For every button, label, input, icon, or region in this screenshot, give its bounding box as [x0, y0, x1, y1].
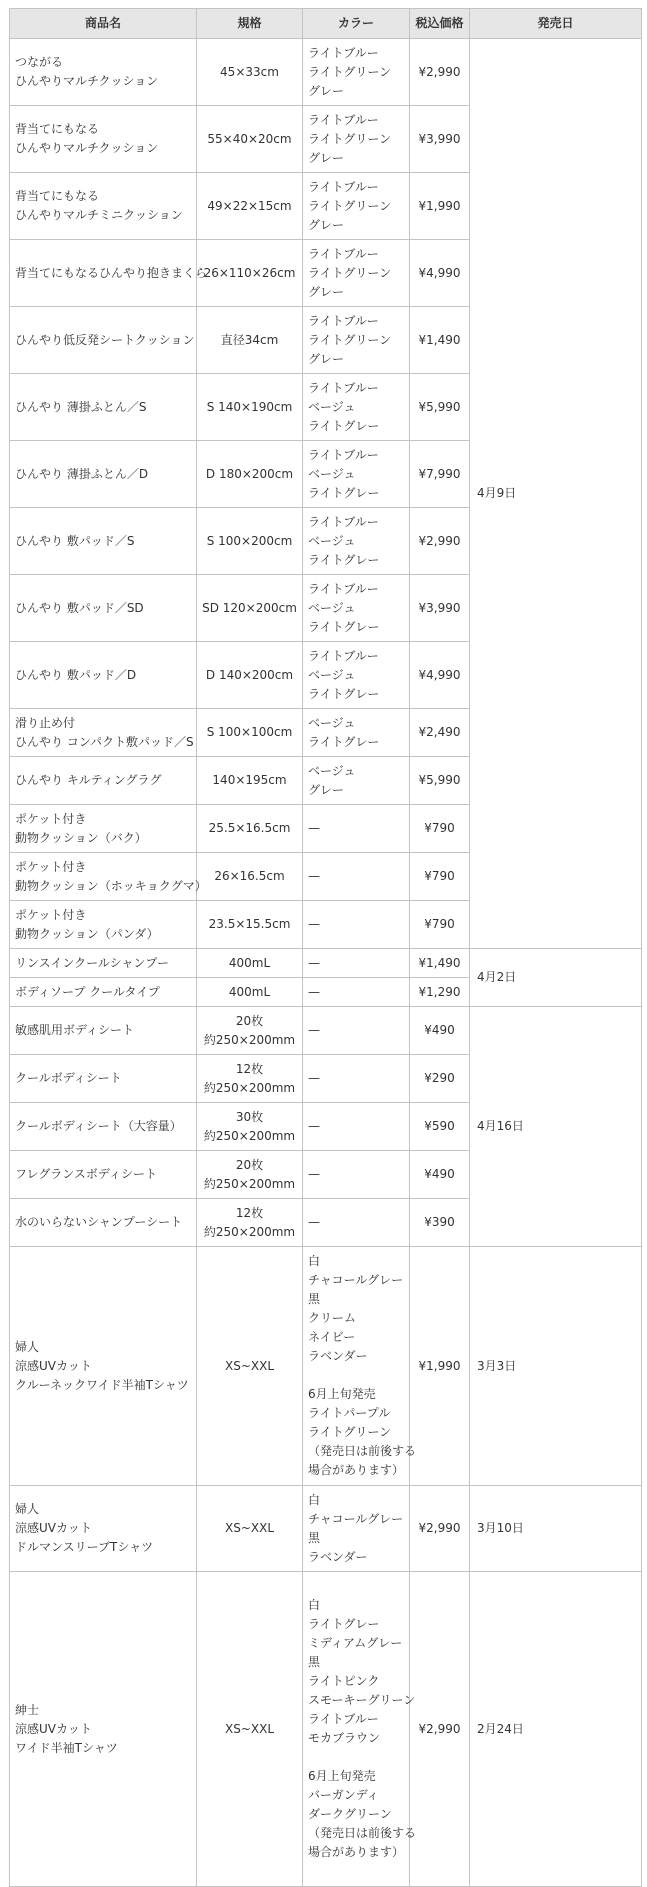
spec-cell-line: 約250×200mm [203, 1032, 296, 1047]
product-table-container [9, 8, 642, 1887]
spec-cell [197, 106, 303, 173]
color-cell [303, 709, 410, 757]
product-name-cell [10, 307, 197, 374]
price-cell: ¥5,990 [410, 757, 470, 805]
color-cell-line: ライトグリーン [308, 265, 392, 280]
release-date-cell: 3月10日 [470, 1486, 642, 1572]
product-name-cell-line: ひんやりマルチミニクッション [15, 208, 183, 222]
color-cell [303, 757, 410, 805]
product-name-cell [10, 106, 197, 173]
color-cell-line: ライトグリーン [308, 131, 392, 146]
product-name-cell-line: ポケット付き [15, 811, 87, 826]
product-name-cell-line: ひんやり 薄掛ふとん／D [15, 466, 149, 481]
spec-cell-line: XS~XXL [224, 1358, 275, 1373]
color-cell-line: ダークグリーン [308, 1807, 392, 1821]
color-cell [303, 805, 410, 853]
color-cell-line: ライトブルー [308, 648, 379, 663]
product-name-cell [10, 1486, 197, 1572]
spec-cell-line: S 100×100cm [206, 725, 293, 739]
release-date-cell: 2月24日 [470, 1572, 642, 1887]
price-cell: ¥3,990 [410, 106, 470, 173]
color-cell-line: ライトブルー [308, 246, 379, 261]
spec-cell [197, 1572, 303, 1887]
color-cell-line: ラベンダー [308, 1549, 368, 1564]
color-cell [303, 1151, 410, 1199]
product-name-cell [10, 853, 207, 901]
product-name-cell-line: 涼感UVカット [15, 1521, 92, 1535]
product-name-cell-line: クールボディシート（大容量） [15, 1119, 182, 1133]
color-cell-line: ベージュ [308, 715, 356, 730]
release-date-cell: 3月3日 [470, 1247, 642, 1486]
product-name-cell-line: ひんやりマルチクッション [15, 141, 159, 155]
product-name-cell-line: 涼感UVカット [15, 1358, 92, 1373]
release-date-cell: 4月2日 [470, 949, 642, 1007]
color-cell-line: 場合があります） [308, 1463, 405, 1477]
spec-cell [197, 949, 303, 978]
color-cell-line: クリーム [308, 1311, 357, 1325]
price-cell: ¥390 [410, 1199, 470, 1247]
color-cell-line: ラベンダー [308, 1349, 368, 1363]
spec-cell [197, 1103, 303, 1151]
product-name-cell [10, 978, 197, 1007]
color-cell-line: ライトパープル [308, 1406, 391, 1420]
price-cell: ¥1,990 [410, 173, 470, 240]
color-cell-line: ライトブルー [308, 581, 379, 596]
spec-cell [197, 853, 303, 901]
color-cell-line: グレー [308, 284, 345, 299]
color-cell-line: ライトブルー [308, 380, 379, 395]
product-name-cell-line: クールボディシート [15, 1071, 122, 1085]
color-cell-line: ライトブルー [308, 179, 379, 194]
color-cell-line: ライトグリーン [308, 198, 392, 213]
spec-cell [197, 901, 303, 949]
price-cell: ¥1,490 [410, 949, 470, 978]
color-cell-line: 白 [308, 1254, 321, 1268]
table-row [10, 1007, 642, 1055]
spec-cell-line: 約250×200mm [203, 1176, 296, 1191]
color-cell-line [308, 1748, 404, 1767]
color-cell-line: — [308, 1071, 320, 1085]
color-cell [303, 642, 410, 709]
spec-cell [197, 642, 303, 709]
spec-cell [197, 805, 303, 853]
color-cell-line: ベージュ [308, 466, 356, 481]
color-cell [303, 240, 410, 307]
spec-cell [197, 709, 303, 757]
color-cell-line: ライトグレー [308, 552, 380, 567]
spec-cell [197, 441, 303, 508]
color-cell-line: チャコールグレー [308, 1273, 404, 1287]
product-name-cell [10, 240, 208, 307]
spec-cell [197, 374, 303, 441]
color-cell-line: 黒 [308, 1655, 321, 1669]
spec-cell-line: XS~XXL [224, 1521, 275, 1535]
color-cell-line: モカブラウン [308, 1731, 381, 1745]
color-cell-line: 黒 [308, 1292, 321, 1306]
color-cell-line: 6月上旬発売 [308, 1387, 376, 1401]
color-cell [303, 39, 410, 106]
spec-cell [197, 39, 303, 106]
price-cell: ¥4,990 [410, 642, 470, 709]
header-row [10, 9, 642, 39]
color-cell-line: ベージュ [308, 667, 356, 682]
color-cell-line: — [308, 1119, 320, 1133]
color-cell-line: ベージュ [308, 533, 356, 548]
color-cell-line: （発売日は前後する [308, 1444, 417, 1458]
product-name-cell [10, 1151, 197, 1199]
spec-cell-line: 26×110×26cm [203, 265, 296, 280]
spec-cell-line: 約250×200mm [203, 1080, 296, 1095]
color-cell [303, 1247, 417, 1486]
color-cell [303, 1199, 410, 1247]
spec-cell-line: 約250×200mm [203, 1224, 296, 1239]
product-name-cell [10, 1103, 197, 1151]
product-name-cell-line: ボディソープ クールタイプ [15, 984, 160, 999]
color-cell-line: — [308, 821, 320, 835]
spec-cell-line: SD 120×200cm [202, 600, 297, 615]
spec-cell-line: D 140×200cm [205, 667, 294, 682]
color-cell-line: 6月上旬発売 [308, 1769, 376, 1783]
product-name-cell [10, 1572, 197, 1887]
product-name-cell [10, 757, 197, 805]
color-cell-line: ベージュ [308, 763, 356, 778]
product-name-cell-line: ひんやり 薄掛ふとん／S [15, 399, 147, 414]
spec-cell-line: 12枚 [235, 1061, 264, 1076]
color-cell [303, 1055, 410, 1103]
spec-cell-line: XS~XXL [224, 1721, 275, 1736]
spec-cell [197, 1007, 303, 1055]
color-cell-line: — [308, 869, 320, 883]
color-cell [303, 978, 410, 1007]
color-cell-line: — [308, 1167, 320, 1181]
header-spec: 規格 [197, 9, 303, 39]
color-cell-line: ライトグレー [308, 1617, 380, 1631]
color-cell-line: ライトブルー [308, 1712, 379, 1726]
color-cell [303, 1103, 410, 1151]
color-cell-line: ベージュ [308, 399, 356, 414]
product-name-cell-line: 涼感UVカット [15, 1721, 92, 1736]
price-cell: ¥2,490 [410, 709, 470, 757]
color-cell-line: グレー [308, 150, 345, 165]
product-name-cell-line: ワイド半袖Tシャツ [15, 1740, 118, 1755]
color-cell-line: ライトグリーン [308, 332, 392, 347]
product-name-cell-line: フレグランスボディシート [15, 1167, 157, 1181]
color-cell-line: バーガンディ [308, 1788, 379, 1802]
color-cell-line: ライトブルー [308, 313, 379, 328]
color-cell-line [308, 1366, 404, 1385]
table-row [10, 1572, 642, 1887]
spec-cell-line: 25.5×16.5cm [208, 821, 291, 835]
header-color: カラー [303, 9, 410, 39]
product-name-cell-line: リンスインクールシャンプー [15, 955, 170, 970]
spec-cell [197, 1151, 303, 1199]
product-name-cell [10, 508, 197, 575]
table-row [10, 1247, 642, 1486]
price-cell: ¥7,990 [410, 441, 470, 508]
color-cell-line: グレー [308, 83, 345, 98]
product-name-cell-line: 婦人 [15, 1502, 40, 1516]
table-row [10, 1486, 642, 1572]
price-cell: ¥490 [410, 1007, 470, 1055]
product-name-cell-line: ポケット付き [15, 859, 87, 874]
spec-cell [197, 978, 303, 1007]
product-name-cell-line: ひんやり キルティングラグ [15, 773, 162, 787]
color-cell [303, 173, 410, 240]
color-cell-line: ライトブルー [308, 112, 379, 127]
price-cell: ¥3,990 [410, 575, 470, 642]
color-cell [303, 901, 410, 949]
spec-cell-line: 20枚 [235, 1157, 264, 1172]
color-cell-line: ライトグレー [308, 686, 380, 701]
color-cell-line: 場合があります） [308, 1845, 405, 1859]
color-cell-line: — [308, 917, 320, 931]
spec-cell [197, 240, 303, 307]
color-cell-line: ライトグレー [308, 619, 380, 634]
spec-cell-line: S 140×190cm [206, 399, 293, 414]
spec-cell-line: 45×33cm [220, 64, 279, 79]
color-cell [303, 1486, 410, 1572]
color-cell-line: ミディアムグレー [308, 1636, 403, 1650]
product-name-cell-line: つながる [15, 55, 64, 69]
product-name-cell [10, 39, 197, 106]
product-name-cell-line: 滑り止め付 [15, 715, 76, 730]
color-cell-line: スモーキーグリーン [308, 1693, 416, 1707]
spec-cell-line: 直径34cm [220, 332, 279, 347]
spec-cell [197, 575, 303, 642]
color-cell-line: （発売日は前後する [308, 1826, 417, 1840]
color-cell-line: グレー [308, 217, 345, 232]
price-cell: ¥5,990 [410, 374, 470, 441]
product-name-cell [10, 642, 197, 709]
color-cell-line: ネイビー [308, 1330, 356, 1344]
product-name-cell-line: 背当てにもなる [15, 189, 100, 203]
spec-cell-line: 140×195cm [212, 773, 287, 787]
product-name-cell [10, 1055, 197, 1103]
product-name-cell [10, 1199, 197, 1247]
spec-cell [197, 307, 303, 374]
color-cell-line: ライトグレー [308, 418, 380, 433]
spec-cell [197, 173, 303, 240]
spec-cell-line: 30枚 [235, 1109, 264, 1124]
color-cell-line: 黒 [308, 1530, 321, 1545]
price-cell: ¥790 [410, 853, 470, 901]
color-cell-line: ベージュ [308, 600, 356, 615]
price-cell: ¥4,990 [410, 240, 470, 307]
color-cell-line: 白 [308, 1598, 321, 1612]
product-name-cell-line: 背当てにもなる [15, 122, 100, 136]
spec-cell [197, 1055, 303, 1103]
color-cell [303, 307, 410, 374]
color-cell-line: — [308, 984, 320, 999]
price-cell: ¥2,990 [410, 1572, 470, 1887]
spec-cell-line: 20枚 [235, 1013, 264, 1028]
price-cell: ¥2,990 [410, 1486, 470, 1572]
color-cell-line: グレー [308, 782, 345, 797]
spec-cell [197, 757, 303, 805]
spec-cell-line: 49×22×15cm [207, 198, 292, 213]
color-cell [303, 106, 410, 173]
price-cell: ¥2,990 [410, 39, 470, 106]
spec-cell [197, 1486, 303, 1572]
spec-cell-line: 26×16.5cm [214, 869, 285, 883]
product-name-cell-line: 紳士 [15, 1702, 40, 1717]
price-cell: ¥590 [410, 1103, 470, 1151]
product-name-cell-line: 動物クッション（ホッキョクグマ） [15, 878, 207, 893]
color-cell-line: ライトグリーン [308, 1425, 392, 1439]
product-name-cell-line: ドルマンスリーブTシャツ [15, 1540, 154, 1554]
product-name-cell-line: ポケット付き [15, 907, 87, 922]
spec-cell-line: 12枚 [235, 1205, 264, 1220]
spec-cell [197, 508, 303, 575]
color-cell [303, 374, 410, 441]
product-name-cell-line: クルーネックワイド半袖Tシャツ [15, 1377, 189, 1392]
color-cell-line: 白 [308, 1492, 321, 1507]
spec-cell-line: S 100×200cm [206, 533, 293, 548]
product-name-cell [10, 575, 197, 642]
color-cell-line: — [308, 1023, 320, 1037]
price-cell: ¥2,990 [410, 508, 470, 575]
color-cell [303, 508, 410, 575]
product-name-cell [10, 173, 197, 240]
spec-cell-line: 55×40×20cm [207, 131, 292, 146]
product-name-cell-line: 動物クッション（パンダ） [15, 926, 159, 941]
price-cell: ¥490 [410, 1151, 470, 1199]
color-cell [303, 441, 410, 508]
release-date-cell: 4月9日 [470, 39, 642, 949]
product-name-cell-line: 敏感肌用ボディシート [15, 1023, 135, 1037]
spec-cell-line: 約250×200mm [203, 1128, 296, 1143]
color-cell-line: チャコールグレー [308, 1511, 404, 1526]
color-cell [303, 949, 410, 978]
price-cell: ¥1,990 [410, 1247, 470, 1486]
color-cell-line: ライトブルー [308, 514, 379, 529]
price-cell: ¥1,490 [410, 307, 470, 374]
color-cell-line: — [308, 1215, 320, 1229]
product-name-cell-line: 水のいらないシャンプーシート [15, 1215, 183, 1229]
color-cell-line: ライトピンク [308, 1674, 380, 1688]
table-row [10, 39, 642, 106]
product-name-cell [10, 805, 197, 853]
spec-cell-line: 400mL [228, 955, 271, 970]
release-date-cell: 4月16日 [470, 1007, 642, 1247]
product-name-cell-line: ひんやり コンパクト敷パッド／S [15, 734, 194, 749]
product-name-cell [10, 901, 197, 949]
header-product-name: 商品名 [10, 9, 197, 39]
price-cell: ¥790 [410, 901, 470, 949]
spec-cell-line: 23.5×15.5cm [208, 917, 291, 931]
spec-cell [197, 1247, 303, 1486]
product-name-cell [10, 1247, 197, 1486]
price-cell: ¥790 [410, 805, 470, 853]
header-price: 税込価格 [410, 9, 470, 39]
product-name-cell-line: ひんやり 敷パッド／SD [15, 600, 144, 615]
spec-cell-line: D 180×200cm [205, 466, 294, 481]
product-name-cell-line: 婦人 [15, 1339, 40, 1354]
header-release-date: 発売日 [470, 9, 642, 39]
table-row [10, 949, 642, 978]
product-name-cell-line: ひんやり 敷パッド／S [15, 533, 135, 548]
product-name-cell-line: 動物クッション（バク） [15, 830, 147, 845]
color-cell-line: ライトグレー [308, 485, 380, 500]
color-cell-line: ライトブルー [308, 45, 379, 60]
spec-cell-line: 400mL [228, 984, 271, 999]
color-cell [303, 1572, 417, 1887]
color-cell [303, 575, 410, 642]
color-cell [303, 1007, 410, 1055]
product-name-cell [10, 441, 197, 508]
color-cell-line: — [308, 955, 320, 970]
product-table [9, 8, 642, 1887]
product-name-cell-line: ひんやり 敷パッド／D [15, 667, 137, 682]
price-cell: ¥1,290 [410, 978, 470, 1007]
product-name-cell [10, 374, 197, 441]
product-name-cell [10, 1007, 197, 1055]
product-name-cell [10, 709, 197, 757]
spec-cell [197, 1199, 303, 1247]
color-cell [303, 853, 410, 901]
color-cell-line: ライトグリーン [308, 64, 392, 79]
color-cell-line: グレー [308, 351, 345, 366]
product-name-cell-line: ひんやり低反発シートクッション [15, 332, 195, 347]
product-name-cell [10, 949, 197, 978]
product-name-cell-line: 背当てにもなるひんやり抱きまくら [15, 265, 208, 280]
color-cell-line: ライトブルー [308, 447, 379, 462]
table-body [10, 39, 642, 1887]
color-cell-line: ライトグレー [308, 734, 380, 749]
product-name-cell-line: ひんやりマルチクッション [15, 74, 159, 88]
price-cell: ¥290 [410, 1055, 470, 1103]
